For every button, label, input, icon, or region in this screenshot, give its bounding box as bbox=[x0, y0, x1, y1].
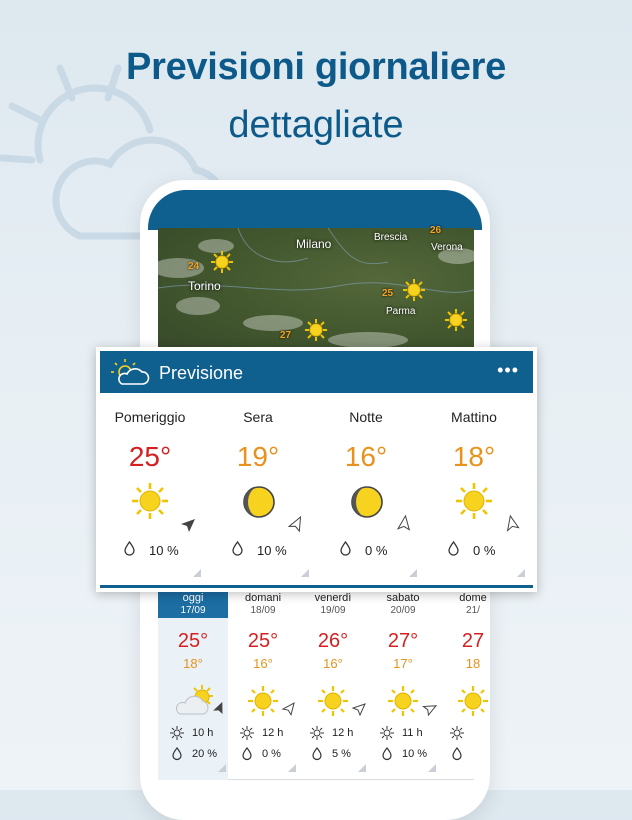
map-temperature: 27 bbox=[280, 330, 292, 341]
rain-probability: 0 % bbox=[262, 748, 281, 760]
wind-arrow-icon bbox=[396, 517, 412, 533]
sunshine-icon bbox=[240, 726, 254, 740]
forecast-period[interactable] bbox=[204, 393, 312, 579]
sun-icon bbox=[456, 684, 490, 718]
map-temperature: 24 bbox=[188, 261, 200, 272]
period-temperature: 25° bbox=[128, 441, 172, 472]
period-temperature: 18° bbox=[452, 441, 496, 472]
day-name: domani bbox=[244, 592, 282, 604]
sunshine-hours: 10 h bbox=[192, 727, 214, 739]
raindrop-icon bbox=[312, 747, 322, 760]
wind-arrow-icon bbox=[282, 702, 296, 716]
wind-arrow-icon bbox=[288, 517, 304, 533]
min-temperature: 16° bbox=[253, 656, 273, 671]
phone-header-bar bbox=[148, 190, 482, 230]
wind-arrow-icon bbox=[504, 517, 520, 533]
sun-icon bbox=[386, 684, 420, 718]
min-temperature: 18 bbox=[465, 656, 481, 671]
sunshine-hours: 12 h bbox=[262, 727, 284, 739]
daily-forecast-column[interactable] bbox=[368, 592, 438, 780]
forecast-card-header bbox=[100, 351, 533, 393]
raindrop-icon bbox=[382, 747, 392, 760]
sunshine-hours: 11 h bbox=[402, 727, 423, 739]
moon-icon bbox=[350, 485, 384, 519]
rain-probability: 0 % bbox=[365, 543, 388, 558]
rain-probability: 10 % bbox=[257, 543, 287, 558]
sun-icon bbox=[444, 308, 468, 332]
moon-icon bbox=[242, 485, 276, 519]
raindrop-icon bbox=[448, 541, 459, 555]
daily-forecast-column[interactable] bbox=[158, 592, 228, 780]
rain-probability: 20 % bbox=[192, 748, 218, 760]
map-city-label: Verona bbox=[431, 242, 463, 253]
max-temperature: 27° bbox=[387, 630, 419, 652]
rain-probability: 5 % bbox=[332, 748, 351, 760]
day-date: 21/ bbox=[466, 605, 480, 616]
day-name: dome bbox=[459, 592, 487, 604]
map-city-label: Brescia bbox=[374, 232, 408, 243]
max-temperature: 26° bbox=[317, 630, 349, 652]
sun-icon bbox=[210, 250, 234, 274]
raindrop-icon bbox=[232, 541, 243, 555]
day-name: sabato bbox=[386, 592, 420, 604]
daily-forecast-column[interactable] bbox=[298, 592, 368, 780]
forecast-period[interactable] bbox=[96, 393, 204, 579]
day-name: oggi bbox=[182, 592, 204, 604]
sun-icon bbox=[402, 278, 426, 302]
more-options-button[interactable]: ••• bbox=[497, 360, 519, 380]
map-city-label: Torino bbox=[188, 279, 221, 293]
sun-icon bbox=[454, 481, 494, 521]
day-date: 20/09 bbox=[390, 605, 416, 616]
rain-probability: 0 % bbox=[473, 543, 496, 558]
raindrop-icon bbox=[172, 747, 182, 760]
period-temperature: 19° bbox=[236, 441, 280, 472]
partly-cloudy-icon bbox=[110, 358, 150, 386]
daily-forecast-column[interactable] bbox=[438, 592, 508, 780]
wind-arrow-icon bbox=[180, 517, 196, 533]
daily-forecast-strip[interactable] bbox=[158, 592, 487, 780]
wind-arrow-icon bbox=[212, 702, 226, 716]
sunshine-icon bbox=[170, 726, 184, 740]
period-label: Notte bbox=[349, 409, 383, 425]
sunshine-icon bbox=[450, 726, 464, 740]
max-temperature: 25° bbox=[247, 630, 279, 652]
sun-icon bbox=[304, 318, 328, 342]
wind-arrow-icon bbox=[352, 702, 366, 716]
sunshine-hours: 12 h bbox=[332, 727, 354, 739]
day-date: 18/09 bbox=[250, 605, 276, 616]
max-temperature: 27 bbox=[461, 630, 485, 652]
sun-icon bbox=[246, 684, 280, 718]
forecast-card[interactable] bbox=[96, 347, 537, 592]
sun-icon bbox=[130, 481, 170, 521]
raindrop-icon bbox=[452, 747, 462, 760]
map-city-label: Milano bbox=[296, 237, 332, 251]
weather-map[interactable] bbox=[158, 225, 474, 358]
min-temperature: 16° bbox=[323, 656, 343, 671]
raindrop-icon bbox=[124, 541, 135, 555]
day-name: venerdì bbox=[314, 592, 352, 604]
raindrop-icon bbox=[340, 541, 351, 555]
forecast-period[interactable] bbox=[420, 393, 528, 579]
period-label: Sera bbox=[243, 409, 273, 425]
day-date: 19/09 bbox=[320, 605, 346, 616]
rain-probability: 10 % bbox=[149, 543, 179, 558]
max-temperature: 25° bbox=[177, 630, 209, 652]
map-temperature: 25 bbox=[382, 288, 394, 299]
card-bottom-accent bbox=[100, 585, 533, 588]
forecast-period[interactable] bbox=[312, 393, 420, 579]
wind-arrow-icon bbox=[422, 702, 436, 716]
sunshine-icon bbox=[310, 726, 324, 740]
period-label: Mattino bbox=[451, 409, 497, 425]
rain-probability: 10 % bbox=[402, 748, 428, 760]
period-temperature: 16° bbox=[344, 441, 388, 472]
forecast-card-title: Previsione bbox=[159, 363, 244, 383]
raindrop-icon bbox=[242, 747, 252, 760]
daily-forecast-column[interactable] bbox=[228, 592, 298, 780]
map-temperature: 26 bbox=[430, 225, 442, 236]
partly-cloudy-icon bbox=[176, 684, 216, 718]
map-city-label: Parma bbox=[386, 306, 416, 317]
day-date: 17/09 bbox=[180, 605, 206, 616]
headline-title: Previsioni giornaliere bbox=[126, 46, 506, 88]
period-label: Pomeriggio bbox=[114, 409, 186, 425]
min-temperature: 17° bbox=[393, 656, 413, 671]
headline-subtitle: dettagliate bbox=[228, 104, 404, 146]
sun-icon bbox=[316, 684, 350, 718]
min-temperature: 18° bbox=[183, 656, 203, 671]
sunshine-icon bbox=[380, 726, 394, 740]
